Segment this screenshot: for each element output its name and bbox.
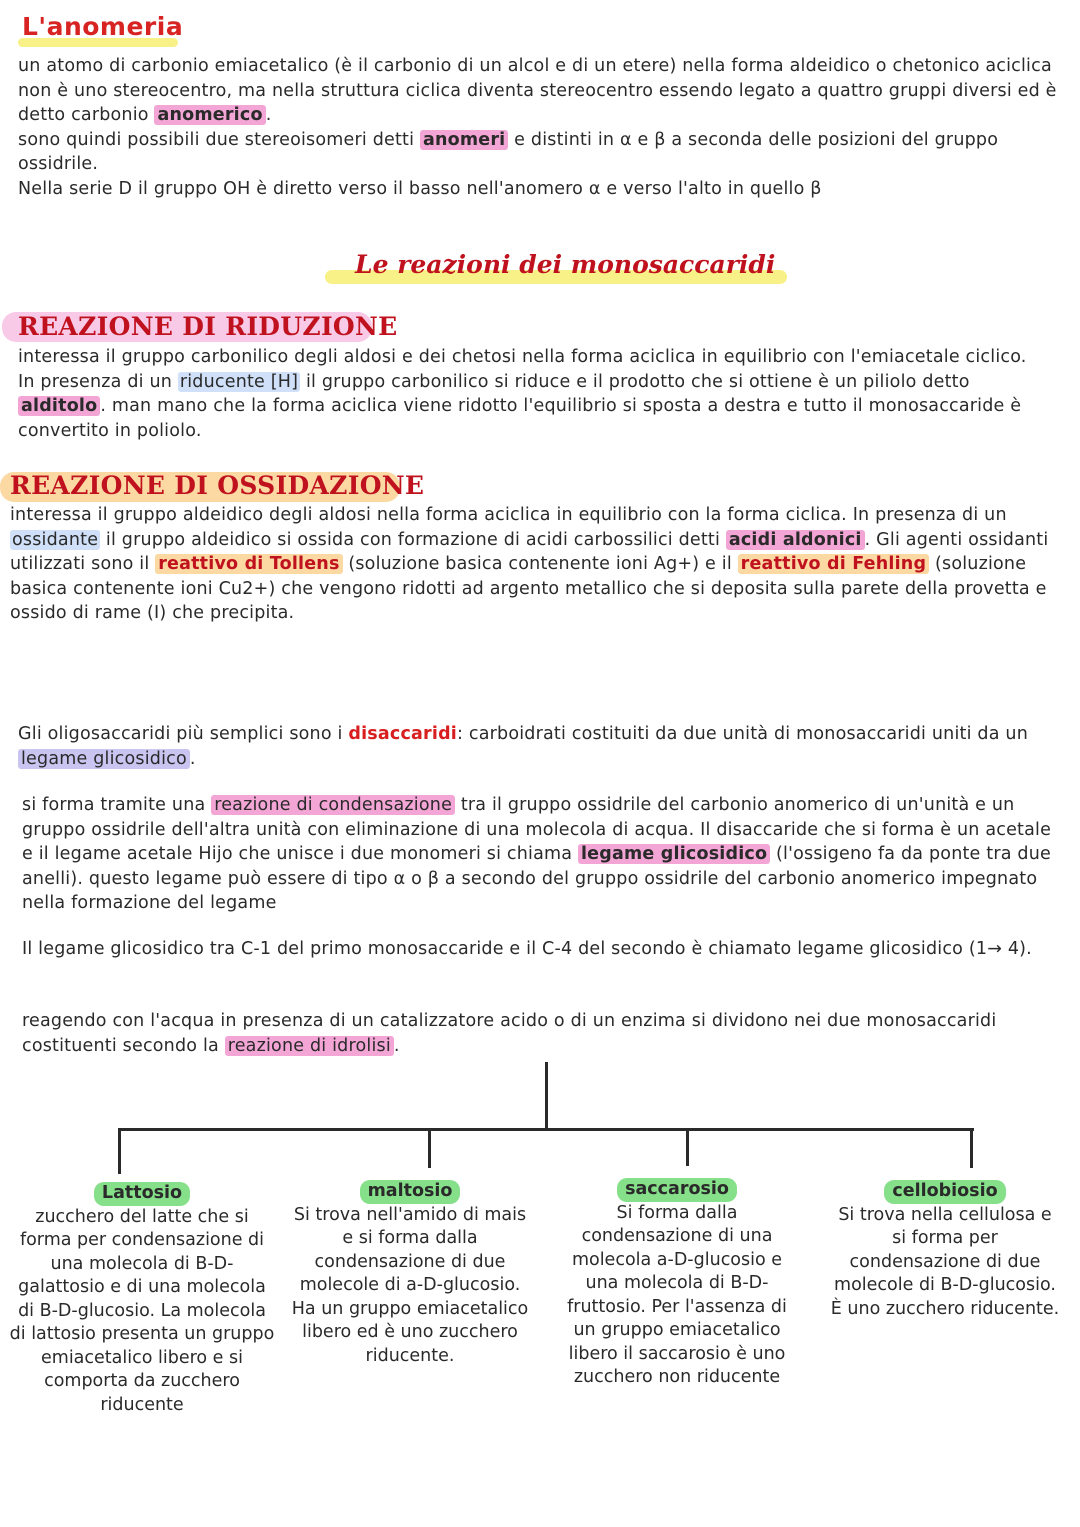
saccarosio-card: [556, 1178, 798, 1390]
anomerico-highlight: anomerico: [154, 105, 265, 125]
tree-leg-maltosio: [428, 1128, 431, 1168]
condensazione-paragraph: si forma tramite una reazione di condensazione tra il gruppo ossidrile del carbonio anomerico di un'unità e un gruppo ossidrile dell'altra unità con eliminazione di una molecola di acqua. Il disaccaride che si forma è un acetale e il legame acetale Hijo che unisce i due monomeri si chiama legame glicosidico (l'ossigeno fa da ponte tra due anelli). questo legame può essere di tipo ⍺ o β a secondo del gruppo ossidrile del carbonio anomerico impegnato nella formazione del legame: [22, 795, 1052, 913]
maltosio-card: [290, 1180, 530, 1368]
riduzione-title: REAZIONE DI RIDUZIONE: [18, 312, 398, 341]
anomeria-title: L'anomeria: [22, 12, 184, 41]
lattosio-card: [8, 1182, 276, 1417]
ossidazione-paragraph: interessa il gruppo aldeidico degli aldosi nella forma aciclica in equilibrio con la forma ciclica. In presenza di un ossidante il gruppo aldeidico si ossida con formazione di acidi carbossilici detti acidi aldonici . Gli agenti ossidanti utilizzati sono il reattivo di Tollens (soluzione basica contenente ioni Ag+) e il reattivo di Fehling (soluzione basica contenente ioni Cu2+) che vengono ridotti ad argento metallico che si deposita sulla parete della provetta e ossido di rame (I) che precipita.: [10, 505, 1049, 623]
acidi-aldonici-highlight: acidi aldonici: [726, 530, 865, 550]
lattosio-text: zucchero del latte che si forma per condensazione di una molecola di B-D-galattosio e di una molecola di B-D-glucosio. La molecola di lattosio presenta un gruppo emiacetalico libero e si comporta da zucchero riducente: [9, 1206, 275, 1415]
ossidazione-title: REAZIONE DI OSSIDAZIONE: [10, 471, 425, 500]
maltosio-label: maltosio: [360, 1180, 461, 1204]
maltosio-text: Si trova nell'amido di mais e si forma dalla condensazione di due molecole di a-D-glucosio. Ha un gruppo emiacetalico libero ed è uno zucchero riducente.: [291, 1204, 529, 1366]
tollens-highlight: reattivo di Tollens: [155, 554, 342, 574]
saccarosio-label: saccarosio: [617, 1178, 737, 1202]
alditolo-highlight: alditolo: [18, 396, 100, 416]
idrolisi-highlight: reazione di idrolisi: [225, 1036, 394, 1056]
tree-branch: [118, 1128, 974, 1131]
legame-1-4-paragraph: Il legame glicosidico tra C-1 del primo monosaccaride e il C-4 del secondo è chiamato legame glicosidico (1→ 4).: [22, 939, 1032, 959]
ossidante-highlight: ossidante: [12, 529, 99, 550]
tree-leg-lattosio: [118, 1128, 121, 1174]
riduzione-paragraph: interessa il gruppo carbonilico degli aldosi e dei chetosi nella forma aciclica in equilibrio con l'emiacetale ciclico. In presenza di un riducente [H] il gruppo carbonilico si riduce e il prodotto che si ottiene è un piliolo detto alditolo . man mano che la forma aciclica viene ridotto l'equilibrio si sposta a destra e tutto il monosaccaride è convertito in poliolo.: [18, 347, 1027, 441]
anomeri-highlight: anomeri: [420, 130, 508, 150]
cellobiosio-text: Si trova nella cellulosa e si forma per condensazione di due molecole di B-D-glucosio. È uno zucchero riducente.: [830, 1204, 1060, 1319]
cellobiosio-card: [830, 1180, 1060, 1321]
anomeria-paragraph: un atomo di carbonio emiacetalico (è il carbonio di un alcol e di un etere) nella forma aldeidico o chetonico aciclica non è uno stereocentro, ma nella struttura ciclica diventa stereocentro essendo legato a quattro gruppi diversi ed è detto carbonio anomerico . sono quindi possibili due stereoisomeri detti anomeri e distinti in ⍺ e β a seconda delle posizioni del gruppo ossidrile. Nella serie D il gruppo OH è diretto verso il basso nell'anomero ⍺ e verso l'alto in quello β: [18, 56, 1057, 199]
legame-glicosidico-term: legame glicosidico: [578, 844, 770, 864]
idrolisi-paragraph: reagendo con l'acqua in presenza di un catalizzatore acido o di un enzima si dividono nei due monosaccaridi costituenti secondo la reazione di idrolisi .: [22, 1011, 997, 1056]
tree-leg-saccarosio: [686, 1128, 689, 1166]
riducente-highlight: riducente [H]: [179, 371, 299, 392]
disaccaridi-intro: Gli oligosaccaridi più semplici sono i disaccaridi: carboidrati costituiti da due unità di monosaccaridi uniti da un legame glicosidico .: [18, 724, 1028, 769]
fehling-highlight: reattivo di Fehling: [738, 554, 930, 574]
reazioni-title: Le reazioni dei monosaccaridi: [355, 250, 776, 279]
condensazione-highlight: reazione di condensazione: [211, 795, 455, 815]
legame-glicosidico-highlight: legame glicosidico: [18, 749, 190, 769]
lattosio-label: Lattosio: [94, 1182, 190, 1206]
tree-trunk: [545, 1062, 548, 1130]
cellobiosio-label: cellobiosio: [884, 1180, 1005, 1204]
saccarosio-text: Si forma dalla condensazione di una molecola a-D-glucosio e una molecola di B-D-fruttosio. Per l'assenza di un gruppo emiacetalico libero il saccarosio è uno zucchero non riducente: [567, 1202, 787, 1387]
disaccaridi-term: disaccaridi: [348, 724, 458, 744]
tree-leg-cellobiosio: [970, 1128, 973, 1168]
